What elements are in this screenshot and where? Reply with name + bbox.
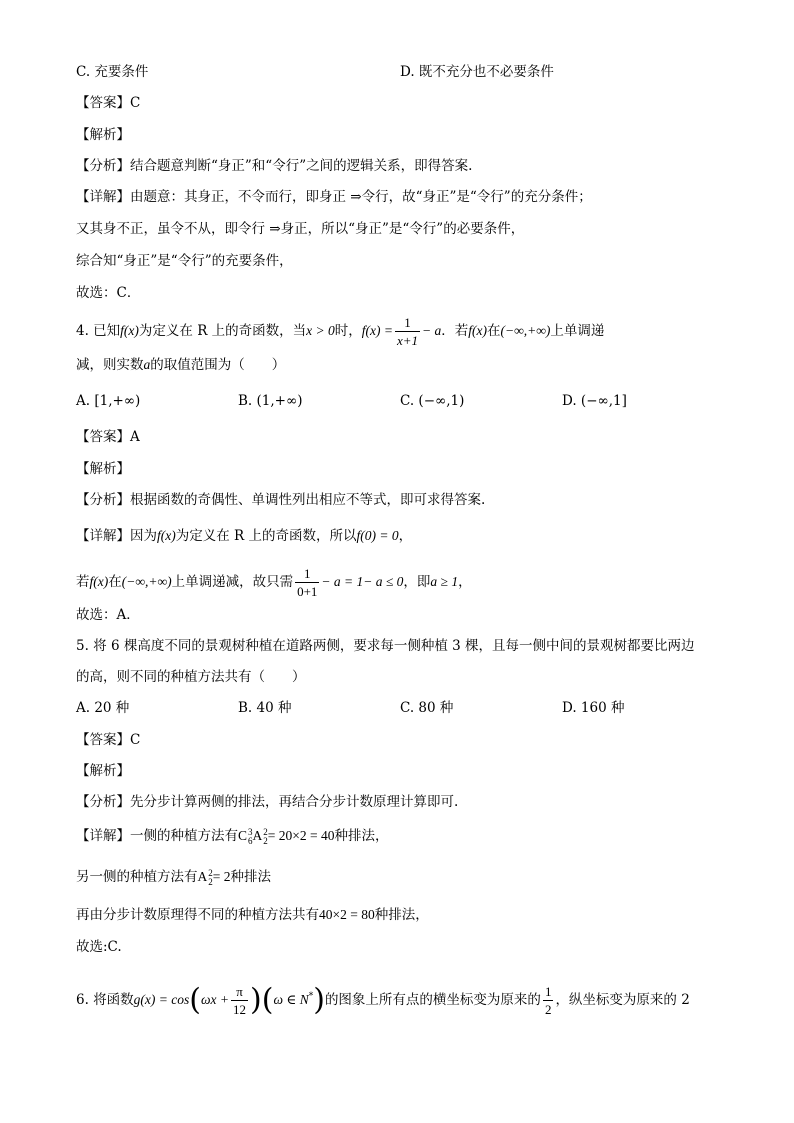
q4-fraction [395,316,420,347]
q5-option-d: D. 160 种 [562,700,625,716]
q4-stem-text-5: 上单调递 [550,323,605,339]
q4-jiexi-heading: 【解析】 [76,461,130,477]
q4-stem-text-4: 在 [487,323,501,339]
q4-minus-a: − a [422,323,442,338]
q4-f0: f(0) = 0 [356,528,399,543]
q4-stem-prefix: 4. 已知 [76,323,121,339]
q4-detail-fx: f(x) [157,528,176,543]
q5-detail-prefix-3: 再由分步计数原理得不同的种植方法共有 [76,907,319,923]
q5-detail-line-2 [76,868,271,887]
q5-jiexi-heading: 【解析】 [76,763,130,779]
q6-stem-text-2: ，纵坐标变为原来的 2 [555,992,690,1008]
q6-pi: π [236,984,243,999]
q3-option-c: C. 充要条件 [76,64,149,80]
q4-detail-text-2: 上单调递减，故只需 [171,574,294,590]
q4-detail-fraction [295,567,319,598]
q4-detail-if: 若 [76,574,90,590]
q6-stem-line-1 [76,982,690,1018]
q5-detail-suffix: 种排法， [334,828,389,844]
q5-option-a: A. 20 种 [76,700,130,716]
q4-option-d: D. (−∞,1] [562,393,627,409]
q6-pi-over-12 [231,985,248,1016]
q5-detail-math: = 20×2 = 40 [267,828,335,843]
q6-half-den: 2 [544,1002,552,1017]
q4-detail-prefix: 【详解】因为 [76,528,157,544]
q3-answer: 【答案】C [76,95,141,111]
q4-detail-in: 在 [108,574,122,590]
q4-option-c: C. (−∞,1) [400,393,465,409]
q6-star: * [308,991,314,1002]
q6-twelve: 12 [233,1002,246,1017]
q5-detail-prefix-2: 另一侧的种植方法有 [76,869,198,885]
q6-gx: g(x) = cos [133,992,190,1007]
q3-choice: 故选：C． [76,285,141,301]
q4-stem-text-3: ．若 [441,323,469,339]
q4-answer: 【答案】A [76,429,140,445]
q4-result: a ≥ 1 [430,574,459,589]
q6-half-num: 1 [544,984,552,999]
q4-stem-line-1 [76,316,604,347]
q6-right-paren-2: ) [313,982,325,1018]
q4-var-a: a [143,357,151,372]
q4-detail-line-2 [76,567,472,598]
q6-stem-text: 的图象上所有点的横坐标变为原来的 [324,992,541,1008]
q4-detail-text-3: ，即 [403,574,431,590]
q5-combination-permutation: C 3 6 A 2 2 [238,826,268,846]
q5-detail-prefix: 【详解】一侧的种植方法有 [76,828,238,844]
q3-detail-line-1: 【详解】由题意：其身正，不令而行，即身正 ⇒令行，故“身正”是“令行”的充分条件； [76,189,592,205]
q6-omega-in: ω ∈ N [273,992,309,1007]
q4-interval: (−∞,+∞) [500,323,551,338]
q5-detail-line-3 [76,906,429,924]
q5-option-b: B. 40 种 [238,700,292,716]
q4-detail-comma: ， [398,528,413,544]
q4-stem-text-7: 的取值范围为（ ） [150,357,286,373]
q6-omega-x: ωx + [200,992,229,1007]
q4-fx-2: f(x) [468,323,488,338]
q4-fraction-denominator: x+1 [396,333,419,348]
q4-detail-fx-2: f(x) [89,574,109,589]
q3-option-d: D. 既不充分也不必要条件 [400,64,554,80]
q3-detail-line-3: 综合知“身正”是“令行”的充要条件， [76,253,293,269]
q4-detail-comma-2: ， [458,574,472,590]
q4-fraction-numerator: 1 [404,315,411,330]
q4-detail-fraction-denominator: 0+1 [297,584,318,599]
q3-jiexi-heading: 【解析】 [76,127,130,143]
q5-analysis: 【分析】先分步计算两侧的排法，再结合分步计数原理计算即可. [76,794,459,810]
q3-analysis: 【分析】结合题意判断“身正”和“令行”之间的逻辑关系，即得答案. [76,158,473,174]
q5-detail-math-3: 40×2 = 80 [319,907,375,922]
q5-permutation: A 2 2 [197,867,213,887]
q5-detail-suffix-3: 种排法， [374,907,429,923]
q6-left-paren: ( [189,982,201,1018]
q6-right-paren: ) [250,982,262,1018]
q5-stem-line-2: 的高，则不同的种植方法共有（ ） [76,669,306,685]
q5-detail-line-1 [76,827,388,846]
q4-analysis: 【分析】根据函数的奇偶性、单调性列出相应不等式，即可求得答案. [76,492,486,508]
q4-stem-text: 为定义在 R 上的奇函数，当 [138,323,307,339]
q4-inequality: − a = 1− a ≤ 0 [321,574,404,589]
q4-detail-fraction-numerator: 1 [304,566,311,581]
q4-detail-text: 为定义在 R 上的奇函数，所以 [175,528,357,544]
q6-half [543,985,554,1016]
q6-left-paren-2: ( [261,982,274,1018]
q4-choice: 故选：A． [76,607,140,623]
q4-option-b: B. (1,+∞) [238,393,303,409]
q4-stem-text-6: 减，则实数 [76,357,144,373]
q6-stem-prefix: 6. 将函数 [76,992,134,1008]
q5-choice: 故选:C. [76,939,122,955]
q5-answer: 【答案】C [76,732,141,748]
q4-detail-line-1 [76,527,412,545]
q4-option-a: A. [1,+∞) [76,393,141,409]
q5-detail-suffix-2: 种排法 [230,869,271,885]
q4-condition: x > 0 [306,323,335,338]
q5-detail-math-2: = 2 [212,869,231,884]
q5-stem-line-1: 5. 将 6 棵高度不同的景观树种植在道路两侧，要求每一侧种植 3 棵，且每一侧中间的景观树都要比两边 [76,638,695,654]
q4-detail-interval: (−∞,+∞) [121,574,172,589]
q5-option-c: C. 80 种 [400,700,454,716]
q3-detail-line-2: 又其身不正，虽令不从，即令行 ⇒身正，所以“身正”是“令行”的必要条件， [76,221,525,237]
q4-stem-line-2 [76,356,285,374]
q4-fx-def: f(x) = [361,323,393,338]
q4-fx: f(x) [120,323,139,338]
q4-stem-text-2: 时， [334,323,362,339]
